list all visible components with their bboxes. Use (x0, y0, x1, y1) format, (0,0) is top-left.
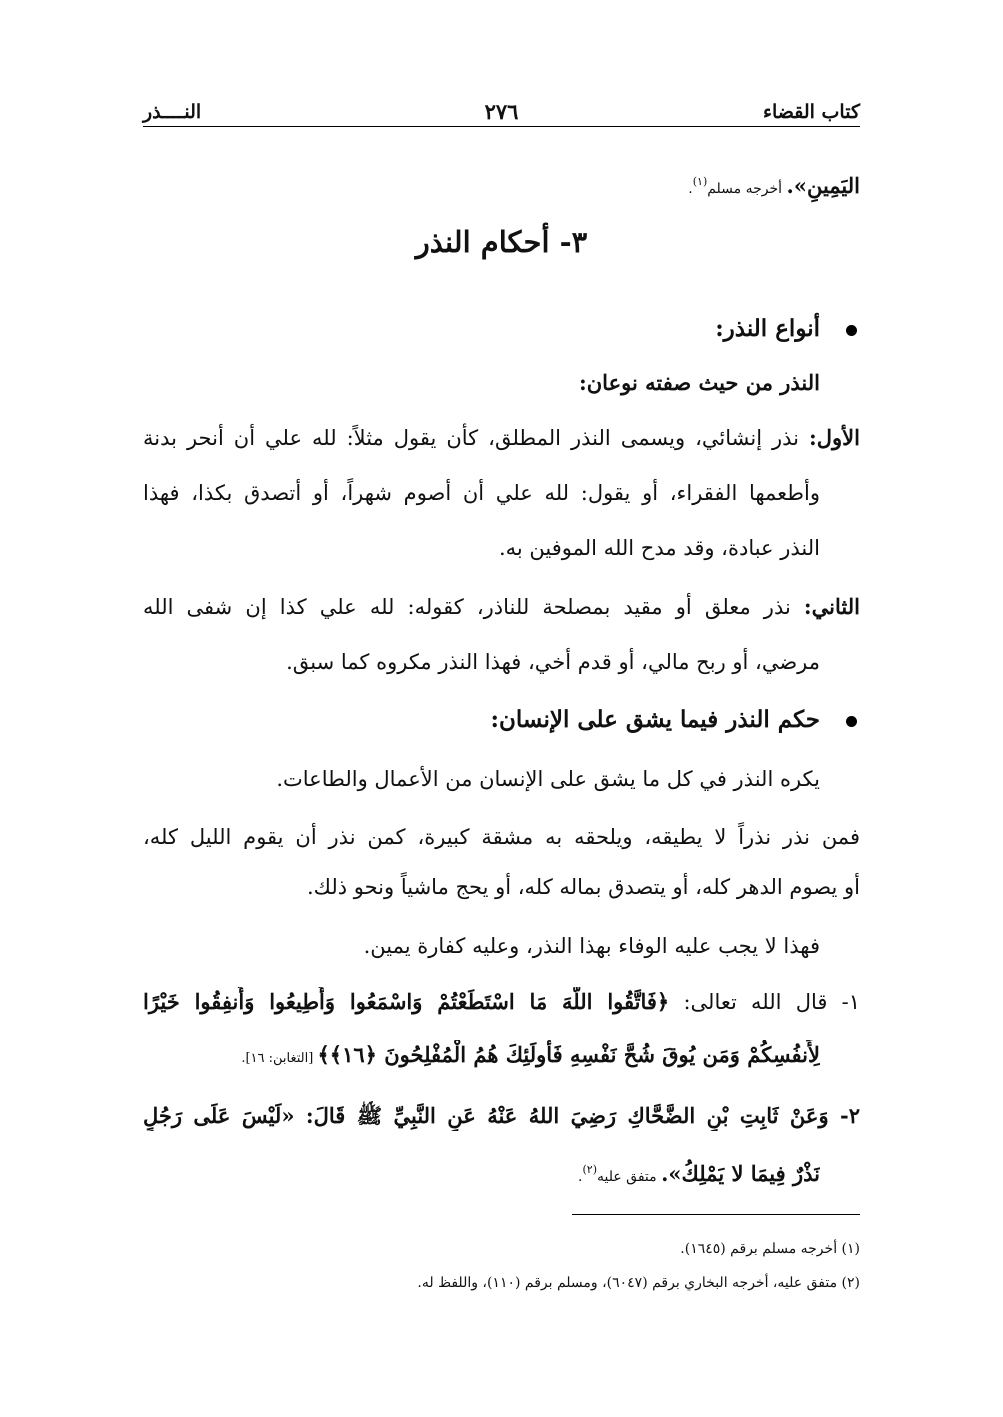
section-title: ٣- أحكام النذر (415, 225, 588, 259)
second-type-line-1 (143, 592, 860, 622)
opening-end: . (688, 181, 693, 197)
hadith-text-part-1: وَعَنْ ثَابِتِ بْنِ الضَّحَّاكِ رَضِيَ اللهُ عَنْهُ عَنِ النَّبِيِّ ﷺ قَالَ: «لَيْسَ عَلَى رَجُلٍ (143, 1103, 829, 1128)
footnote-ref-1: (١) (692, 175, 708, 188)
quran-verse-part-2: لِأَنفُسِكُمْ وَمَن يُوقَ شُحَّ نَفْسِهِ فَأُولَئِكَ هُمُ الْمُفْلِحُونَ ﴿١٦﴾﴾ (317, 1042, 820, 1067)
header-chapter-title: النــــذر (143, 101, 202, 123)
verse-reference: [التغابن: ١٦]. (241, 1051, 318, 1066)
first-type-text: نذر إنشائي، ويسمى النذر المطلق، كأن يقول مثلاً: لله علي أن أنحر بدنة (143, 426, 810, 450)
hadith-source: متفق عليه (596, 1169, 662, 1185)
hardship-paragraph-2-line-2: أو يصوم الدهر كله، أو يتصدق بماله كله، أو يحج ماشياً ونحو ذلك. (306, 875, 860, 899)
header-page-number: ٢٧٦ (484, 99, 519, 124)
evidence-1-line-1 (143, 987, 860, 1017)
hardship-paragraph-1: يكره النذر في كل ما يشق على الإنسان من الأعمال والطاعات. (276, 767, 820, 791)
evidence-2-line-2 (143, 1155, 820, 1192)
first-type-label: الأول: (809, 425, 860, 450)
second-type-text: نذر معلق أو مقيد بمصلحة للناذر، كقوله: لله علي كذا إن شفى الله (143, 595, 804, 619)
hardship-paragraph-3: فهذا لا يجب عليه الوفاء بهذا النذر، وعليه كفارة يمين. (363, 934, 820, 958)
first-type-line-2: وأطعمها الفقراء، أو يقول: لله علي أن أصوم شهراً، أو أتصدق بكذا، فهذا (143, 481, 820, 505)
second-type-label: الثاني: (803, 594, 860, 619)
opening-source: أخرجه مسلم (707, 181, 787, 197)
footnote-rule (572, 1214, 860, 1215)
types-heading: أنواع النذر: (715, 315, 820, 342)
evidence-1-intro: قال الله تعالى: (669, 990, 828, 1014)
types-subheading: النذر من حيث صفته نوعان: (579, 370, 820, 395)
opening-line (143, 167, 860, 204)
second-type-line-2: مرضي، أو ربح مالي، أو قدم أخي، فهذا النذر مكروه كما سبق. (286, 650, 820, 674)
evidence-1-line-2 (143, 1040, 820, 1074)
footnote-1: (١) أخرجه مسلم برقم (١٦٤٥). (680, 1241, 860, 1257)
opening-hadith-end: اليَمِينِ». (786, 173, 860, 198)
evidence-1-number: ١- (827, 990, 860, 1014)
bullet-icon (846, 325, 857, 336)
hardship-heading: حكم النذر فيما يشق على الإنسان: (490, 706, 820, 733)
hardship-paragraph-2-line-1: فمن نذر نذراً لا يطيقه، ويلحقه به مشقة كبيرة، كمن نذر أن يقوم الليل كله، (143, 825, 860, 849)
footnote-2: (٢) متفق عليه، أخرجه البخاري برقم (٦٠٤٧)، ومسلم برقم (١١٠)، واللفظ له. (417, 1275, 860, 1291)
first-type-line-3: النذر عبادة، وقد مدح الله الموفين به. (498, 536, 820, 560)
header-book-title: كتاب القضاء (763, 101, 860, 123)
evidence-2-line-1 (143, 1101, 860, 1131)
hadith-text-part-2: نَذْرٌ فِيمَا لا يَمْلِكُ». (661, 1161, 820, 1186)
evidence-2-number: ٢- (828, 1103, 860, 1128)
hadith-end: . (578, 1169, 583, 1185)
bullet-icon (846, 716, 857, 727)
running-header (143, 100, 860, 128)
header-rule (143, 126, 860, 127)
footnote-ref-2: (٢) (582, 1163, 597, 1176)
first-type-line-1 (143, 423, 860, 453)
quran-verse-part-1: ﴿فَاتَّقُوا اللَّهَ مَا اسْتَطَعْتُمْ وَاسْمَعُوا وَأَطِيعُوا وَأَنفِقُوا خَيْرًا (143, 989, 670, 1014)
